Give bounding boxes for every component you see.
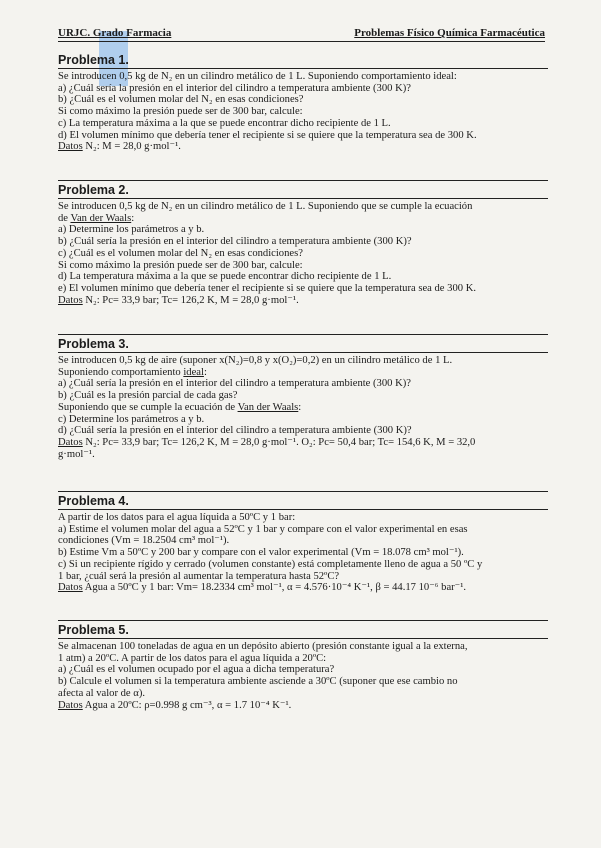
datos-label: Datos bbox=[58, 582, 83, 594]
text: : bbox=[298, 401, 302, 413]
divider bbox=[58, 180, 548, 181]
text: Suponiendo comportamiento bbox=[58, 366, 184, 378]
problem-2-data-values: N₂: Pc= 33,9 bar; Tc= 126,2 K, M = 28,0 g·mol⁻¹. bbox=[82, 294, 299, 306]
problem-3-assumption-vdw bbox=[58, 402, 548, 414]
datos-label: Datos bbox=[58, 141, 83, 153]
problem-2-question-e: e) El volumen mínimo que debería tener el recipiente si se quiere que la temperatura sea de 300 K. bbox=[58, 282, 476, 294]
problem-1 bbox=[58, 53, 548, 153]
problem-5-statement-cont: 1 atm) a 20ºC. A partir de los datos para el agua líquida a 20ºC: bbox=[58, 652, 327, 664]
problem-5-title: Problema 5. bbox=[58, 623, 129, 637]
problem-4-question-a: a) Estime el volumen molar del agua a 52ºC y 1 bar y compare con el valor experimental en esas bbox=[58, 523, 468, 535]
problem-2-data bbox=[58, 295, 548, 307]
ideal-term: ideal bbox=[183, 366, 204, 378]
problem-1-data bbox=[58, 141, 548, 153]
problem-4-question-c-cont: 1 bar, ¿cuál será la presión al aumentar la temperatura hasta 52ºC? bbox=[58, 570, 340, 582]
problem-2-question-d: d) La temperatura máxima a la que se puede encontrar dicho recipiente de 1 L. bbox=[58, 271, 392, 283]
divider bbox=[58, 68, 548, 69]
divider bbox=[58, 352, 548, 353]
problem-2-statement-cont bbox=[58, 213, 548, 225]
problem-1-title: Problema 1. bbox=[58, 53, 129, 67]
problem-1-question-a: a) ¿Cuál sería la presión en el interior del cilindro a temperatura ambiente (300 K)? bbox=[58, 82, 411, 94]
problem-5-statement: Se almacenan 100 toneladas de agua en un depósito abierto (presión constante igual a la externa, bbox=[58, 641, 468, 652]
problem-2-question-a: a) Determine los parámetros a y b. bbox=[58, 224, 205, 236]
problem-2-question-c: c) ¿Cuál es el volumen molar del N₂ en esas condiciones? bbox=[58, 247, 303, 259]
problem-2-statement: Se introducen 0,5 kg de N₂ en un cilindro metálico de 1 L. Suponiendo que se cumple la ecuación bbox=[58, 201, 473, 212]
divider bbox=[58, 620, 548, 621]
problem-5-data-values: Agua a 20ºC: ρ=0.998 g cm⁻³, α = 1.7 10⁻⁴ K⁻¹. bbox=[82, 699, 292, 711]
text: : bbox=[131, 212, 135, 224]
problem-4 bbox=[58, 490, 548, 594]
problem-4-question-a-cont: condiciones (Vm = 18.2504 cm³ mol⁻¹). bbox=[58, 535, 230, 547]
problem-5-question-a: a) ¿Cuál es el volumen ocupado por el agua a dicha temperatura? bbox=[58, 664, 335, 676]
problem-4-statement: A partir de los datos para el agua líquida a 50ºC y 1 bar: bbox=[58, 512, 296, 523]
problem-1-data-values: N₂: M = 28,0 g·mol⁻¹. bbox=[82, 141, 181, 153]
problem-4-question-b: b) Estime Vm a 50ºC y 200 bar y compare con el valor experimental (Vm = 18.078 cm³ mol⁻¹). bbox=[58, 547, 464, 559]
problem-1-question-d: d) El volumen mínimo que debería tener el recipiente si se quiere que la temperatura sea de 300 K. bbox=[58, 129, 477, 141]
problem-3-question-c: c) Determine los parámetros a y b. bbox=[58, 413, 205, 425]
problem-1-statement: Se introducen 0,5 kg de N₂ en un cilindro metálico de 1 L. Suponiendo comportamiento ideal: bbox=[58, 71, 457, 82]
problem-3-question-b: b) ¿Cuál es la presión parcial de cada gas? bbox=[58, 390, 238, 402]
van-der-waals-term: Van der Waals bbox=[70, 212, 132, 224]
datos-label: Datos bbox=[58, 294, 83, 306]
problem-5-data bbox=[58, 700, 548, 712]
divider bbox=[58, 509, 548, 510]
problem-4-title: Problema 4. bbox=[58, 494, 129, 508]
problem-3-data-values: N₂: Pc= 33,9 bar; Tc= 126,2 K, M = 28,0 g·mol⁻¹. O₂: Pc= 50,4 bar; Tc= 154,6 K, M = 32,0 bbox=[82, 436, 476, 448]
page-header bbox=[58, 27, 545, 42]
problem-3 bbox=[58, 333, 548, 460]
problem-3-question-d: d) ¿Cuál sería la presión en el interior del cilindro a temperatura ambiente (300 K)? bbox=[58, 425, 412, 437]
problem-3-question-a: a) ¿Cuál sería la presión en el interior del cilindro a temperatura ambiente (300 K)? bbox=[58, 378, 411, 390]
problem-1-condition: Si como máximo la presión puede ser de 300 bar, calcule: bbox=[58, 106, 303, 118]
problem-5 bbox=[58, 619, 548, 711]
header-subject: Problemas Físico Química Farmacéutica bbox=[354, 27, 545, 39]
divider bbox=[58, 491, 548, 492]
text: de bbox=[58, 212, 71, 224]
problem-5-question-b: b) Calcule el volumen si la temperatura ambiente asciende a 30ºC (suponer que ese cambio no bbox=[58, 676, 458, 688]
text: Suponiendo que se cumple la ecuación de bbox=[58, 401, 238, 413]
datos-label: Datos bbox=[58, 436, 83, 448]
divider bbox=[58, 638, 548, 639]
problem-2-condition: Si como máximo la presión puede ser de 300 bar, calcule: bbox=[58, 259, 303, 271]
problem-4-data bbox=[58, 582, 548, 594]
problem-4-question-c: c) Si un recipiente rígido y cerrado (volumen constante) está completamente lleno de agua a 50 ºC y bbox=[58, 558, 483, 570]
problem-3-data bbox=[58, 437, 548, 449]
problem-2-question-b: b) ¿Cuál sería la presión en el interior del cilindro a temperatura ambiente (300 K)? bbox=[58, 236, 412, 248]
problem-2 bbox=[58, 179, 548, 306]
problem-1-question-c: c) La temperatura máxima a la que se puede encontrar dicho recipiente de 1 L. bbox=[58, 117, 391, 129]
problem-3-data-cont: g·mol⁻¹. bbox=[58, 448, 95, 460]
datos-label: Datos bbox=[58, 699, 83, 711]
divider bbox=[58, 334, 548, 335]
header-course: URJC. Grado Farmacia bbox=[58, 27, 172, 39]
divider bbox=[58, 198, 548, 199]
text: : bbox=[203, 366, 207, 378]
problem-3-title: Problema 3. bbox=[58, 337, 129, 351]
problem-1-question-b: b) ¿Cuál es el volumen molar del N₂ en esas condiciones? bbox=[58, 94, 304, 106]
van-der-waals-term: Van der Waals bbox=[237, 401, 299, 413]
problem-3-statement: Se introducen 0,5 kg de aire (suponer x(N₂)=0,8 y x(O₂)=0,2) en un cilindro metálico de 1 L. bbox=[58, 355, 453, 366]
problem-5-question-b-cont: afecta al valor de α). bbox=[58, 687, 146, 699]
problem-3-assumption-ideal bbox=[58, 367, 548, 379]
problem-4-data-values: Agua a 50ºC y 1 bar: Vm= 18.2334 cm³ mol⁻¹, α = 4.576·10⁻⁴ K⁻¹, β = 44.17 10⁻⁶ bar⁻¹. bbox=[82, 582, 467, 594]
problem-2-title: Problema 2. bbox=[58, 183, 129, 197]
